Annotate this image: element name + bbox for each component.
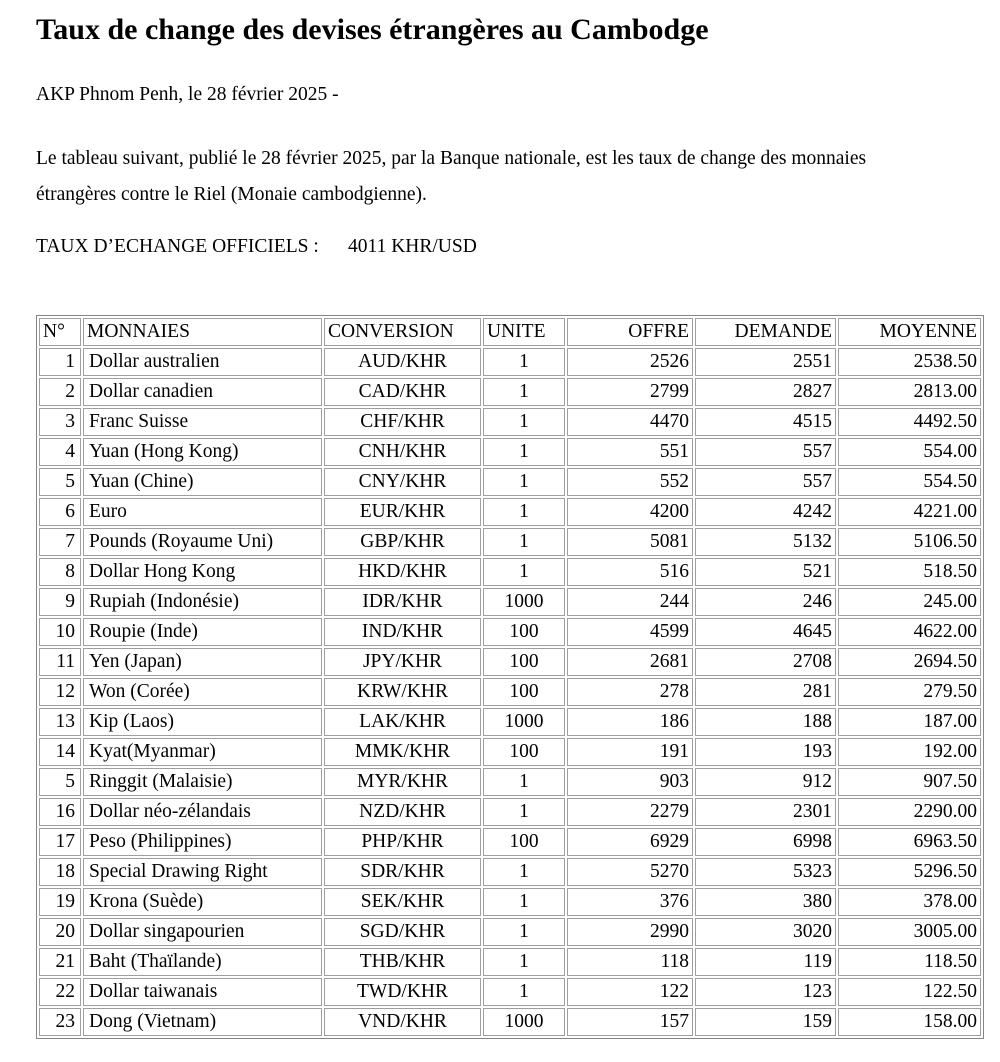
cell-offre: 4470 [567,408,693,436]
table-row [39,408,981,436]
cell-num: 21 [39,948,81,976]
cell-monnaies: Krona (Suède) [83,888,322,916]
cell-demande: 281 [695,678,836,706]
cell-conversion: AUD/KHR [324,348,481,376]
cell-demande: 380 [695,888,836,916]
cell-conversion: EUR/KHR [324,498,481,526]
table-row [39,1008,981,1036]
cell-monnaies: Pounds (Royaume Uni) [83,528,322,556]
cell-moyenne: 118.50 [838,948,981,976]
cell-monnaies: Dollar Hong Kong [83,558,322,586]
cell-conversion: TWD/KHR [324,978,481,1006]
cell-moyenne: 3005.00 [838,918,981,946]
table-row [39,768,981,796]
cell-moyenne: 187.00 [838,708,981,736]
table-row [39,798,981,826]
cell-monnaies: Dollar taiwanais [83,978,322,1006]
cell-conversion: IND/KHR [324,618,481,646]
table-row [39,828,981,856]
cell-offre: 122 [567,978,693,1006]
cell-num: 9 [39,588,81,616]
cell-num: 17 [39,828,81,856]
cell-offre: 6929 [567,828,693,856]
cell-demande: 4242 [695,498,836,526]
cell-unite: 1 [483,978,565,1006]
cell-unite: 100 [483,648,565,676]
table-row [39,438,981,466]
cell-moyenne: 192.00 [838,738,981,766]
table-row [39,708,981,736]
table-row [39,378,981,406]
cell-moyenne: 2813.00 [838,378,981,406]
cell-unite: 1 [483,768,565,796]
column-header-monnaies: MONNAIES [83,318,322,346]
cell-monnaies: Peso (Philippines) [83,828,322,856]
cell-conversion: HKD/KHR [324,558,481,586]
cell-conversion: VND/KHR [324,1008,481,1036]
cell-conversion: THB/KHR [324,948,481,976]
cell-moyenne: 5296.50 [838,858,981,886]
cell-demande: 521 [695,558,836,586]
cell-moyenne: 122.50 [838,978,981,1006]
cell-monnaies: Yen (Japan) [83,648,322,676]
cell-demande: 3020 [695,918,836,946]
cell-conversion: MYR/KHR [324,768,481,796]
table-row [39,978,981,1006]
cell-monnaies: Kyat(Myanmar) [83,738,322,766]
cell-num: 8 [39,558,81,586]
cell-moyenne: 4492.50 [838,408,981,436]
cell-unite: 100 [483,618,565,646]
cell-moyenne: 2290.00 [838,798,981,826]
cell-offre: 516 [567,558,693,586]
cell-offre: 5270 [567,858,693,886]
cell-monnaies: Yuan (Hong Kong) [83,438,322,466]
cell-unite: 1000 [483,1008,565,1036]
cell-unite: 1 [483,468,565,496]
cell-num: 23 [39,1008,81,1036]
cell-moyenne: 2538.50 [838,348,981,376]
cell-monnaies: Kip (Laos) [83,708,322,736]
column-header-num: N° [39,318,81,346]
cell-conversion: NZD/KHR [324,798,481,826]
cell-moyenne: 4622.00 [838,618,981,646]
cell-offre: 244 [567,588,693,616]
cell-num: 19 [39,888,81,916]
cell-monnaies: Rupiah (Indonésie) [83,588,322,616]
cell-demande: 2551 [695,348,836,376]
cell-unite: 1 [483,498,565,526]
cell-demande: 557 [695,468,836,496]
exchange-rate-table [36,315,984,1039]
cell-monnaies: Dollar singapourien [83,918,322,946]
cell-moyenne: 907.50 [838,768,981,796]
cell-demande: 246 [695,588,836,616]
cell-moyenne: 518.50 [838,558,981,586]
table-row [39,588,981,616]
cell-moyenne: 245.00 [838,588,981,616]
cell-num: 4 [39,438,81,466]
cell-demande: 557 [695,438,836,466]
cell-demande: 4645 [695,618,836,646]
cell-conversion: CAD/KHR [324,378,481,406]
cell-unite: 1 [483,798,565,826]
cell-num: 5 [39,768,81,796]
cell-num: 14 [39,738,81,766]
cell-conversion: KRW/KHR [324,678,481,706]
cell-offre: 5081 [567,528,693,556]
cell-conversion: IDR/KHR [324,588,481,616]
cell-demande: 123 [695,978,836,1006]
table-row [39,468,981,496]
page-title: Taux de change des devises étrangères au Cambodge [36,13,709,46]
cell-offre: 903 [567,768,693,796]
cell-offre: 376 [567,888,693,916]
cell-offre: 278 [567,678,693,706]
cell-offre: 118 [567,948,693,976]
cell-unite: 1 [483,528,565,556]
cell-demande: 5132 [695,528,836,556]
cell-unite: 1 [483,438,565,466]
cell-moyenne: 279.50 [838,678,981,706]
cell-num: 1 [39,348,81,376]
cell-conversion: CHF/KHR [324,408,481,436]
cell-num: 2 [39,378,81,406]
cell-offre: 2279 [567,798,693,826]
cell-moyenne: 378.00 [838,888,981,916]
table-row [39,528,981,556]
intro-paragraph: Le tableau suivant, publié le 28 février 2025, par la Banque nationale, est les taux de change des monnaies étrangères contre le Riel (Monaie cambodgienne). [36,148,867,205]
cell-demande: 2301 [695,798,836,826]
cell-num: 6 [39,498,81,526]
table-row [39,648,981,676]
cell-conversion: SGD/KHR [324,918,481,946]
cell-monnaies: Special Drawing Right [83,858,322,886]
cell-offre: 2799 [567,378,693,406]
cell-offre: 551 [567,438,693,466]
table-row [39,558,981,586]
cell-unite: 1 [483,378,565,406]
table-row [39,678,981,706]
official-rate-line: TAUX D’ECHANGE OFFICIELS : 4011 KHR/USD [36,236,477,257]
cell-demande: 159 [695,1008,836,1036]
cell-unite: 1000 [483,588,565,616]
cell-num: 13 [39,708,81,736]
cell-demande: 119 [695,948,836,976]
cell-monnaies: Euro [83,498,322,526]
cell-offre: 552 [567,468,693,496]
cell-offre: 4599 [567,618,693,646]
table-row [39,618,981,646]
cell-monnaies: Roupie (Inde) [83,618,322,646]
cell-num: 10 [39,618,81,646]
cell-offre: 191 [567,738,693,766]
cell-unite: 1 [483,348,565,376]
cell-moyenne: 554.50 [838,468,981,496]
cell-num: 5 [39,468,81,496]
cell-moyenne: 554.00 [838,438,981,466]
cell-demande: 2827 [695,378,836,406]
cell-monnaies: Won (Corée) [83,678,322,706]
cell-demande: 2708 [695,648,836,676]
column-header-demande: DEMANDE [695,318,836,346]
cell-num: 20 [39,918,81,946]
cell-conversion: JPY/KHR [324,648,481,676]
cell-num: 22 [39,978,81,1006]
cell-conversion: GBP/KHR [324,528,481,556]
cell-offre: 2526 [567,348,693,376]
table-row [39,498,981,526]
cell-unite: 1 [483,948,565,976]
cell-demande: 6998 [695,828,836,856]
cell-moyenne: 5106.50 [838,528,981,556]
cell-conversion: MMK/KHR [324,738,481,766]
cell-unite: 1 [483,918,565,946]
cell-offre: 2681 [567,648,693,676]
cell-conversion: SEK/KHR [324,888,481,916]
cell-conversion: SDR/KHR [324,858,481,886]
cell-offre: 4200 [567,498,693,526]
cell-unite: 100 [483,678,565,706]
cell-demande: 193 [695,738,836,766]
cell-monnaies: Franc Suisse [83,408,322,436]
cell-moyenne: 4221.00 [838,498,981,526]
table-header-row [39,318,981,346]
cell-unite: 1 [483,858,565,886]
cell-conversion: PHP/KHR [324,828,481,856]
table-header [39,318,981,346]
cell-demande: 5323 [695,858,836,886]
table-row [39,738,981,766]
cell-monnaies: Yuan (Chine) [83,468,322,496]
cell-conversion: LAK/KHR [324,708,481,736]
cell-offre: 186 [567,708,693,736]
cell-num: 16 [39,798,81,826]
column-header-conversion: CONVERSION [324,318,481,346]
cell-offre: 157 [567,1008,693,1036]
cell-monnaies: Baht (Thaïlande) [83,948,322,976]
cell-conversion: CNH/KHR [324,438,481,466]
column-header-unite: UNITE [483,318,565,346]
cell-unite: 1000 [483,708,565,736]
column-header-moyenne: MOYENNE [838,318,981,346]
cell-demande: 188 [695,708,836,736]
cell-unite: 100 [483,828,565,856]
table-row [39,948,981,976]
cell-demande: 4515 [695,408,836,436]
cell-monnaies: Dong (Vietnam) [83,1008,322,1036]
cell-num: 18 [39,858,81,886]
cell-monnaies: Dollar australien [83,348,322,376]
cell-monnaies: Ringgit (Malaisie) [83,768,322,796]
table-row [39,858,981,886]
table-row [39,918,981,946]
cell-num: 3 [39,408,81,436]
cell-unite: 1 [483,558,565,586]
cell-offre: 2990 [567,918,693,946]
cell-num: 7 [39,528,81,556]
cell-monnaies: Dollar canadien [83,378,322,406]
cell-unite: 100 [483,738,565,766]
cell-num: 12 [39,678,81,706]
cell-num: 11 [39,648,81,676]
table-body [39,348,981,1036]
cell-moyenne: 6963.50 [838,828,981,856]
table-row [39,888,981,916]
cell-monnaies: Dollar néo-zélandais [83,798,322,826]
cell-moyenne: 158.00 [838,1008,981,1036]
cell-unite: 1 [483,408,565,436]
cell-unite: 1 [483,888,565,916]
table-row [39,348,981,376]
cell-demande: 912 [695,768,836,796]
cell-conversion: CNY/KHR [324,468,481,496]
column-header-offre: OFFRE [567,318,693,346]
dateline: AKP Phnom Penh, le 28 février 2025 - [36,84,339,105]
cell-moyenne: 2694.50 [838,648,981,676]
